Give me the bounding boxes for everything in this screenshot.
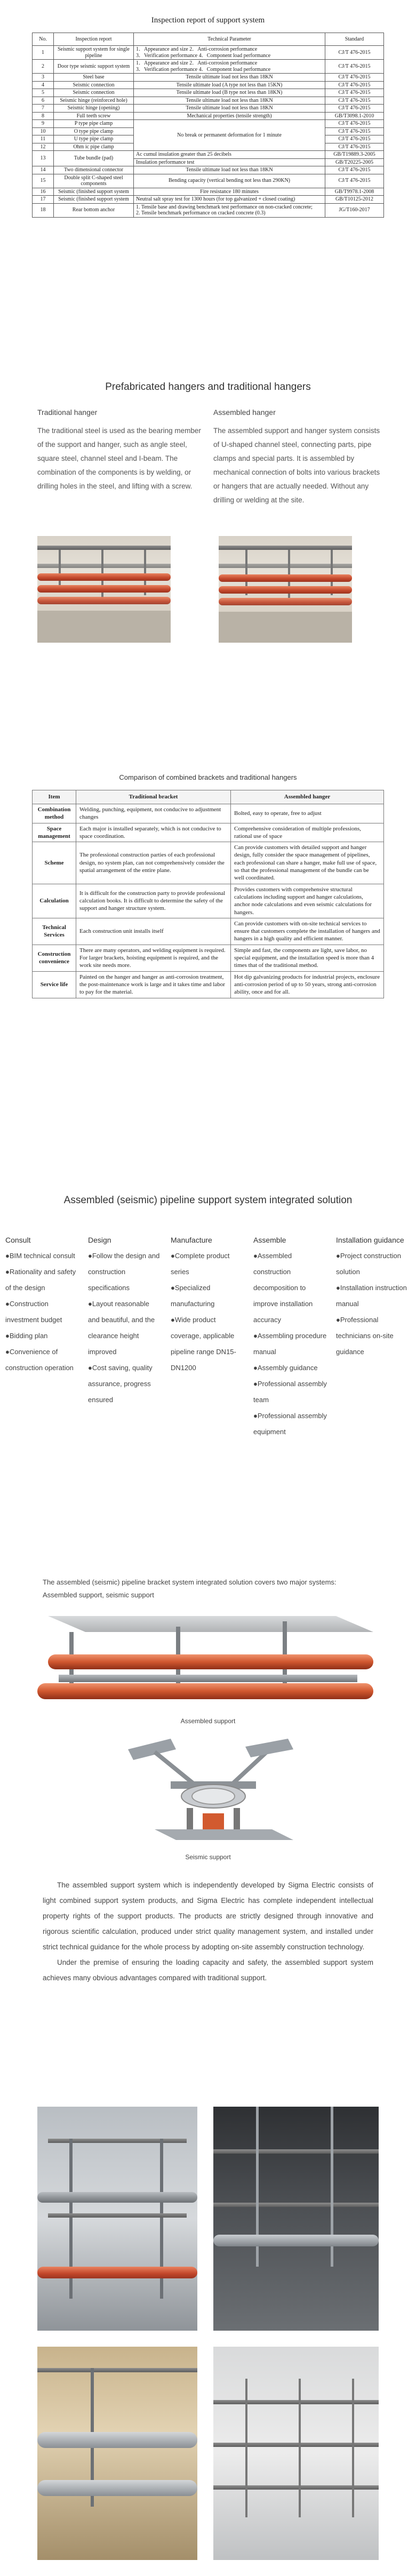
report-cell: 14 bbox=[33, 166, 54, 174]
traditional-hanger-photo bbox=[37, 536, 171, 643]
report-cell: Door type seismic support system bbox=[54, 60, 134, 74]
solution-column-item: ●Layout reasonable and beautiful, and the clearance height improved bbox=[88, 1300, 155, 1356]
report-cell: Ohm ic pipe clamp bbox=[54, 143, 134, 151]
solution-column-item: ●Wide product coverage, applicable pipeline range DN15-DN1200 bbox=[171, 1316, 236, 1372]
comparison-cell-item: Combination method bbox=[33, 804, 76, 823]
report-cell: 18 bbox=[33, 203, 54, 217]
report-cell: GB/T10125-2012 bbox=[325, 196, 384, 204]
report-cell: Tensile ultimate load not less than 18KN bbox=[134, 105, 325, 113]
report-row bbox=[33, 203, 384, 217]
report-cell: No break or permanent deformation for 1 minute bbox=[134, 120, 325, 151]
report-cell: 1. Tensile base and drawing benchmark test performance on non-cracked concrete; 2. Tensile benchmark performance on cracked concrete (0.3) bbox=[134, 203, 325, 217]
comparison-row bbox=[33, 823, 384, 842]
comparison-header: Traditional bracket bbox=[76, 790, 231, 804]
report-row bbox=[33, 89, 384, 97]
comparison-cell-trad: Each major is installed separately, which is not conducive to space coordination. bbox=[76, 823, 231, 842]
report-cell: 3 bbox=[33, 74, 54, 82]
comparison-cell-asm: Can provide customers with on-site technical services to ensure that customers complete the installation of hangers and hangers in a high quality and efficient manner. bbox=[231, 918, 384, 945]
solution-column-item: ●Construction investment budget bbox=[5, 1300, 62, 1324]
solution-title: Assembled (seismic) pipeline support system integrated solution bbox=[63, 1195, 353, 1206]
solution-column bbox=[171, 1232, 245, 1376]
report-row bbox=[33, 81, 384, 89]
report-cell: Rear bottom anchor bbox=[54, 203, 134, 217]
report-row bbox=[33, 120, 384, 128]
report-body bbox=[33, 46, 384, 218]
report-cell: 16 bbox=[33, 188, 54, 196]
report-cell: 4 bbox=[33, 81, 54, 89]
comparison-cell-asm: Hot dip galvanizing products for industrial projects, enclosure anti-corrosion period of up to 50 years, strong anti-corrosion ability, once and for all. bbox=[231, 971, 384, 998]
assembled-support-caption: Assembled support bbox=[180, 1717, 236, 1725]
report-cell: Tensile ultimate load not less than 18KN bbox=[134, 97, 325, 105]
assembled-hanger-text: The assembled support and hanger system consists of U-shaped channel steel, connecting parts, pipe clamps and special parts. It is assembled by mechanical connection of bolts into various brackets or hangers that are actually needed. Without any drilling or welding at the site. bbox=[213, 427, 380, 504]
solution-intro bbox=[43, 1576, 384, 1602]
comparison-cell-asm: Simple and fast, the components are light, save labor, no special equipment, and the installation speed is more than 4 times that of the traditional method. bbox=[231, 945, 384, 971]
report-cell: CJ/T 476-2015 bbox=[325, 127, 384, 135]
comparison-title: Comparison of combined brackets and traditional hangers bbox=[119, 773, 297, 781]
comparison-cell-item: Scheme bbox=[33, 842, 76, 884]
comparison-cell-trad: The professional construction parties of each professional design, no system plan, can not comprehensively consider the spatial arrangement of the entire plane. bbox=[76, 842, 231, 884]
comparison-row bbox=[33, 884, 384, 918]
solution-column-item: ●Convenience of construction operation bbox=[5, 1348, 74, 1372]
report-title: Inspection report of support system bbox=[151, 16, 265, 25]
assembled-hanger-title: Assembled hanger bbox=[213, 408, 276, 417]
solution-paragraphs bbox=[43, 1877, 373, 1986]
report-cell: JG/T160-2017 bbox=[325, 203, 384, 217]
report-cell: CJ/T 476-2015 bbox=[325, 46, 384, 60]
report-cell: Steel base bbox=[54, 74, 134, 82]
comparison-cell-item: Calculation bbox=[33, 884, 76, 918]
report-cell: GB/T3098.1-2010 bbox=[325, 112, 384, 120]
report-cell: Ac cumul insulation greater than 25 decibels bbox=[134, 151, 325, 159]
report-cell: Seismic hinge (opening) bbox=[54, 105, 134, 113]
report-cell: 8 bbox=[33, 112, 54, 120]
assembled-support-graphic bbox=[37, 1605, 384, 1712]
report-cell: 15 bbox=[33, 174, 54, 188]
traditional-hanger-column bbox=[37, 408, 203, 493]
solution-column bbox=[336, 1232, 413, 1360]
solution-column bbox=[5, 1232, 80, 1376]
report-cell: CJ/T 476-2015 bbox=[325, 143, 384, 151]
report-row bbox=[33, 188, 384, 196]
report-cell: GB/T20225-2005 bbox=[325, 158, 384, 166]
site-photo-2 bbox=[213, 2107, 379, 2331]
report-cell: Seismic (finished support system bbox=[54, 196, 134, 204]
report-cell: Insulation performance test bbox=[134, 158, 325, 166]
comparison-cell-asm: Bolted, easy to operate, free to adjust bbox=[231, 804, 384, 823]
solution-intro-line2: Assembled support, seismic support bbox=[43, 1591, 154, 1599]
solution-column-item: ●Cost saving, quality assurance, progress ensured bbox=[88, 1364, 153, 1404]
report-cell: 5 bbox=[33, 89, 54, 97]
report-cell: Tensile ultimate load (B type not less than 18KN) bbox=[134, 89, 325, 97]
solution-columns bbox=[0, 1232, 416, 1436]
comparison-body bbox=[33, 804, 384, 998]
report-cell: Fire resistance 180 minutes bbox=[134, 188, 325, 196]
report-cell: 6 bbox=[33, 97, 54, 105]
solution-column-item: ●Installation instruction manual bbox=[336, 1284, 407, 1308]
report-cell: Bending capacity (vertical bending not less than 290KN) bbox=[134, 174, 325, 188]
comparison-cell-asm: Comprehensive consideration of multiple professions, rational use of space bbox=[231, 823, 384, 842]
comparison-cell-trad: There are many operators, and welding equipment is required. For larger brackets, hoisting equipment is required, and the work site needs more. bbox=[76, 945, 231, 971]
report-cell: Tensile ultimate load not less than 18KN bbox=[134, 74, 325, 82]
report-table bbox=[32, 33, 384, 218]
comparison-cell-trad: Painted on the hanger and hanger as anti-corrosion treatment, the post-maintenance work is large and it takes time and labor to pay for the material. bbox=[76, 971, 231, 998]
report-cell: 7 bbox=[33, 105, 54, 113]
solution-section bbox=[0, 1195, 416, 1206]
seismic-support-caption: Seismic support bbox=[185, 1853, 231, 1861]
traditional-hanger-title: Traditional hanger bbox=[37, 408, 98, 417]
inspection-report bbox=[32, 16, 384, 218]
report-cell: Seismic connection bbox=[54, 81, 134, 89]
site-photo-3 bbox=[37, 2347, 197, 2560]
report-cell: Mechanical properties (tensile strength) bbox=[134, 112, 325, 120]
solution-column-item: ●Project construction solution bbox=[336, 1252, 402, 1276]
solution-column-item: ●Assembling procedure manual bbox=[253, 1332, 327, 1356]
report-row bbox=[33, 166, 384, 174]
report-cell: CJ/T 476-2015 bbox=[325, 120, 384, 128]
solution-column bbox=[88, 1232, 163, 1408]
comparison-cell-item: Technical Services bbox=[33, 918, 76, 945]
comparison-table bbox=[32, 790, 384, 998]
report-cell: Seismic hinge (reinforced hole) bbox=[54, 97, 134, 105]
report-cell: P type pipe clamp bbox=[54, 120, 134, 128]
report-cell: Neutral salt spray test for 1300 hours (for top galvanized + closed coating) bbox=[134, 196, 325, 204]
report-cell: 10 bbox=[33, 127, 54, 135]
solution-paragraph-1: The assembled support system which is independently developed by Sigma Electric consists of light combined support system products, and Sigma Electric has complete independent intellectual property rights of the support products. The products are strictly designed through innovative and rigorous scientific calculation, produced under strict quality management system, and installed under strict technical guidance for the whole process by adopting on-site assembly construction technology. bbox=[43, 1881, 373, 1951]
report-cell: CJ/T 476-2015 bbox=[325, 74, 384, 82]
comparison-row bbox=[33, 918, 384, 945]
solution-column-item: ●Rationality and safety of the design bbox=[5, 1268, 76, 1292]
report-cell: CJ/T 476-2015 bbox=[325, 135, 384, 143]
solution-column-item: ●Professional assembly equipment bbox=[253, 1412, 327, 1436]
solution-column-item: ●BIM technical consult bbox=[5, 1252, 75, 1260]
comparison-row bbox=[33, 971, 384, 998]
comparison-cell-trad: Welding, punching, equipment, not conducive to adjustment changes bbox=[76, 804, 231, 823]
report-header: Standard bbox=[325, 33, 384, 46]
report-cell: CJ/T 476-2015 bbox=[325, 89, 384, 97]
report-header: Technical Parameter bbox=[134, 33, 325, 46]
report-cell: CJ/T 476-2015 bbox=[325, 81, 384, 89]
report-cell: Tube bundle (pad) bbox=[54, 151, 134, 166]
comparison-cell-item: Construction convenience bbox=[33, 945, 76, 971]
report-cell: 1 bbox=[33, 46, 54, 60]
report-row bbox=[33, 97, 384, 105]
comparison-section bbox=[32, 773, 384, 998]
comparison-row bbox=[33, 842, 384, 884]
solution-intro-line1: The assembled (seismic) pipeline bracket system integrated solution covers two major systems: bbox=[43, 1578, 337, 1586]
solution-column-item: ●Bidding plan bbox=[5, 1332, 48, 1340]
assembled-hanger-column bbox=[213, 408, 381, 507]
solution-column-item: ●Follow the design and construction specifications bbox=[88, 1252, 160, 1292]
comparison-cell-trad: Each construction unit installs itself bbox=[76, 918, 231, 945]
solution-column-item: ●Assembly guidance bbox=[253, 1364, 318, 1372]
solution-column-item: ●Professional assembly team bbox=[253, 1380, 327, 1404]
comparison-row bbox=[33, 804, 384, 823]
report-row bbox=[33, 74, 384, 82]
report-cell: CJ/T 476-2015 bbox=[325, 105, 384, 113]
report-cell: 1．Appearance and size 2．Anti-corrosion performance 3．Verification performance 4．Component load performance bbox=[134, 46, 325, 60]
report-cell: Tensile ultimate load not less than 18KN bbox=[134, 166, 325, 174]
report-row bbox=[33, 105, 384, 113]
solution-column-title: Assemble bbox=[253, 1236, 286, 1244]
report-cell: CJ/T 476-2015 bbox=[325, 97, 384, 105]
report-cell: 17 bbox=[33, 196, 54, 204]
hangers-section bbox=[0, 381, 416, 504]
comparison-cell-asm: Provides customers with comprehensive structural calculations including support and hanger calculations, anchor node calculations and even seismic calculations for hangers. bbox=[231, 884, 384, 918]
report-cell: Seismic (finished support system bbox=[54, 188, 134, 196]
report-cell: 13 bbox=[33, 151, 54, 166]
solution-column-title: Consult bbox=[5, 1236, 31, 1244]
solution-column-item: ●Complete product series bbox=[171, 1252, 230, 1276]
comparison-header: Item bbox=[33, 790, 76, 804]
report-cell: Seismic connection bbox=[54, 89, 134, 97]
report-row bbox=[33, 46, 384, 60]
report-cell: GB/T9978.1-2008 bbox=[325, 188, 384, 196]
report-header: Inspection report bbox=[54, 33, 134, 46]
comparison-cell-asm: Can provide customers with detailed support and hanger design, fully consider the space management of pipelines, each professional can share a hanger, make full use of space, so that the professional management of the bundle can be well coordinated. bbox=[231, 842, 384, 884]
report-row bbox=[33, 174, 384, 188]
report-cell: U type pipe clamp bbox=[54, 135, 134, 143]
solution-column bbox=[253, 1232, 328, 1440]
hangers-title: Prefabricated hangers and traditional hangers bbox=[105, 381, 311, 393]
report-row bbox=[33, 112, 384, 120]
report-cell: Two dimensional connector bbox=[54, 166, 134, 174]
site-photo-1 bbox=[37, 2107, 197, 2331]
seismic-support-graphic bbox=[107, 1739, 309, 1845]
report-row bbox=[33, 196, 384, 204]
report-cell: 1．Appearance and size 2．Anti-corrosion performance 3．Verification performance 4．Component load performance bbox=[134, 60, 325, 74]
comparison-cell-trad: It is difficult for the construction party to provide professional calculation books. It is difficult to determine the safety of the support and hanger structure system. bbox=[76, 884, 231, 918]
report-row bbox=[33, 151, 384, 159]
report-cell: Seismic support system for single pipeline bbox=[54, 46, 134, 60]
report-cell: 11 bbox=[33, 135, 54, 143]
report-cell: CJ/T 476-2015 bbox=[325, 60, 384, 74]
report-cell: O type pipe clamp bbox=[54, 127, 134, 135]
solution-column-item: ●Assembled construction decomposition to improve installation accuracy bbox=[253, 1252, 313, 1324]
report-cell: Full teeth screw bbox=[54, 112, 134, 120]
report-cell: Double split C-shaped steel components bbox=[54, 174, 134, 188]
report-cell: Tensile ultimate load (A type not less than 15KN) bbox=[134, 81, 325, 89]
report-cell: CJ/T 476-2015 bbox=[325, 174, 384, 188]
report-cell: GB/T19889.3-2005 bbox=[325, 151, 384, 159]
solution-column-title: Manufacture bbox=[171, 1236, 212, 1244]
solution-column-item: ●Professional technicians on-site guidance bbox=[336, 1316, 394, 1356]
report-cell: 2 bbox=[33, 60, 54, 74]
comparison-header-row bbox=[33, 790, 384, 804]
site-photo-4 bbox=[213, 2347, 379, 2560]
solution-column-item: ●Specialized manufacturing bbox=[171, 1284, 215, 1308]
report-header: No. bbox=[33, 33, 54, 46]
solution-paragraph-2: Under the premise of ensuring the loading capacity and safety, the assembled support system achieves many obvious advantages compared with traditional support. bbox=[43, 1958, 373, 1982]
report-cell: CJ/T 476-2015 bbox=[325, 166, 384, 174]
report-header-row bbox=[33, 33, 384, 46]
comparison-header: Assembled hanger bbox=[231, 790, 384, 804]
report-row bbox=[33, 60, 384, 74]
report-cell: 9 bbox=[33, 120, 54, 128]
comparison-cell-item: Service life bbox=[33, 971, 76, 998]
report-cell: 12 bbox=[33, 143, 54, 151]
assembled-hanger-photo bbox=[219, 536, 352, 643]
comparison-row bbox=[33, 945, 384, 971]
solution-column-title: Design bbox=[88, 1236, 111, 1244]
traditional-hanger-text: The traditional steel is used as the bearing member of the support and hanger, such as angle steel, square steel, channel steel and I-beam. The combination of the components is by welding, or drilling holes in the steel, and lifting with a screw. bbox=[37, 427, 201, 490]
solution-column-title: Installation guidance bbox=[336, 1236, 404, 1244]
comparison-cell-item: Space management bbox=[33, 823, 76, 842]
